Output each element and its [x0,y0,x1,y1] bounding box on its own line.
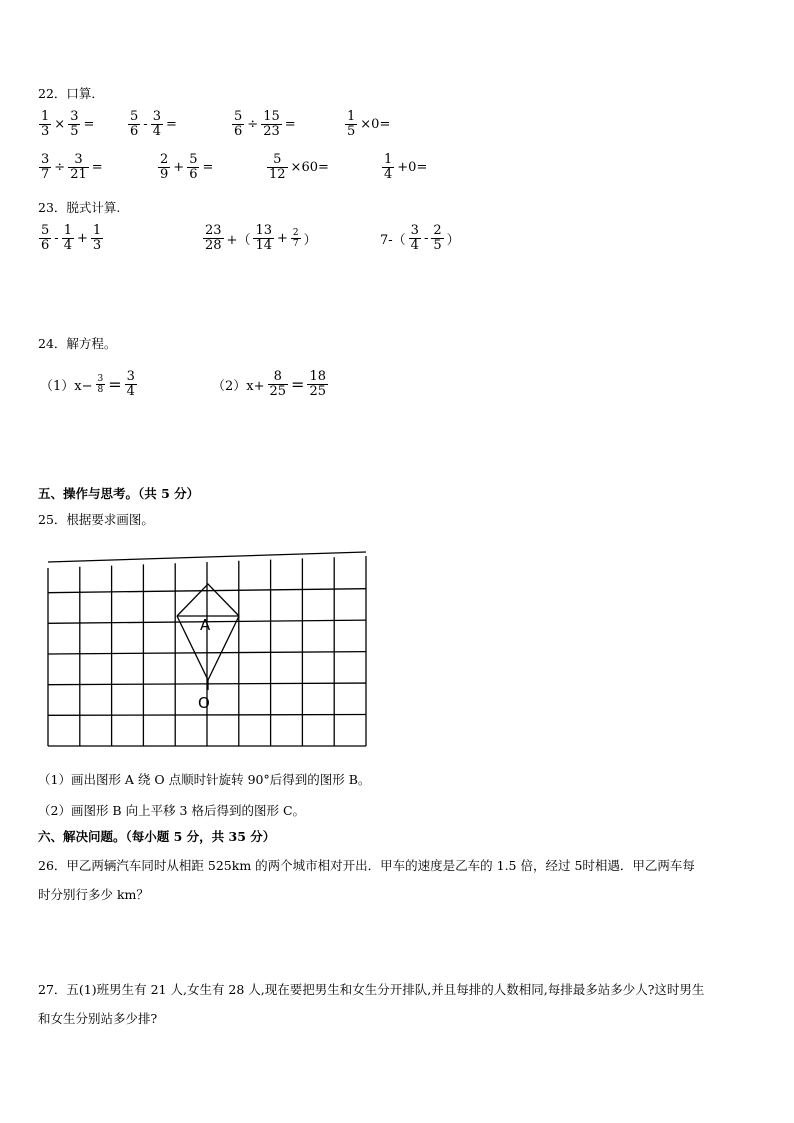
q26-line-1: 26．甲乙两辆汽车同时从相距 525km 的两个城市相对开出．甲车的速度是乙车的 1.5 倍，经过 5时相遇．甲乙两车每 [38,858,695,873]
q27-line-1: 27．五(1)班男生有 21 人,女生有 28 人,现在要把男生和女生分开排队,并且每排的人数相同,每排最多站多少人?这时男生 [38,982,705,997]
section-6-heading: 六、解决问题。（每小题 5 分，共 35 分） [38,829,276,844]
q25-title: 25．根据要求画图。 [38,512,154,527]
grid-hline [48,715,366,716]
q22-r1-e4: $\frac{1}{5}$ ×0= [347,109,391,139]
figure-a [177,584,239,690]
label-a: A [200,616,211,634]
q27-line-2: 和女生分别站多少排? [38,1011,158,1026]
q25-part-2: （2）画图形 B 向上平移 3 格后得到的图形 C。 [38,803,306,818]
grid-hline [48,552,366,562]
q22-r2-e1: $\frac{3}{7}$ ÷ $\frac{3}{21}$ = [41,152,103,182]
grid-figure [40,540,380,752]
q23-expr-1: $\frac{5}{6}$ - $\frac{1}{4}$ + $\frac{1}{3}$ [41,223,102,253]
q22-r1-e1: $\frac{1}{3}$ × $\frac{3}{5}$ = [41,109,95,139]
q22-title: 22．口算． [38,86,104,101]
grid-lines [48,552,366,746]
q24-eq-1: （1）x− $\frac{3}{8}$ = $\frac{3}{4}$ [40,369,135,399]
grid-hline [48,683,366,685]
section-5-heading: 五、操作与思考。（共 5 分） [38,486,200,501]
q26-line-2: 时分别行多少 km？ [38,887,149,902]
label-o: O [198,694,210,712]
q23-expr-3: 7-（ $\frac{3}{4}$ - $\frac{2}{5}$ ） [380,223,460,253]
q24-eq-2: （2）x+ $\frac{8}{25}$ = $\frac{18}{25}$ [212,369,326,399]
figure-a-top-triangle [177,584,239,616]
q24-title: 24．解方程。 [38,336,117,351]
q25-part-1: （1）画出图形 A 绕 O 点顺时针旋转 90°后得到的图形 B。 [38,772,371,787]
q22-r2-e4: $\frac{1}{4}$ +0= [384,152,428,182]
q23-title: 23．脱式计算. [38,200,121,215]
q23-expr-2: $\frac{23}{28}$ +（ $\frac{13}{14}$ + $\frac{2}{7}$ ） [205,223,317,253]
q22-r2-e3: $\frac{5}{12}$ ×60= [269,152,329,182]
q22-r1-e2: $\frac{5}{6}$ - $\frac{3}{4}$ = [130,109,177,139]
q22-r1-e3: $\frac{5}{6}$ ÷ $\frac{15}{23}$ = [234,109,296,139]
q22-r2-e2: $\frac{2}{9}$ + $\frac{5}{6}$ = [160,152,214,182]
